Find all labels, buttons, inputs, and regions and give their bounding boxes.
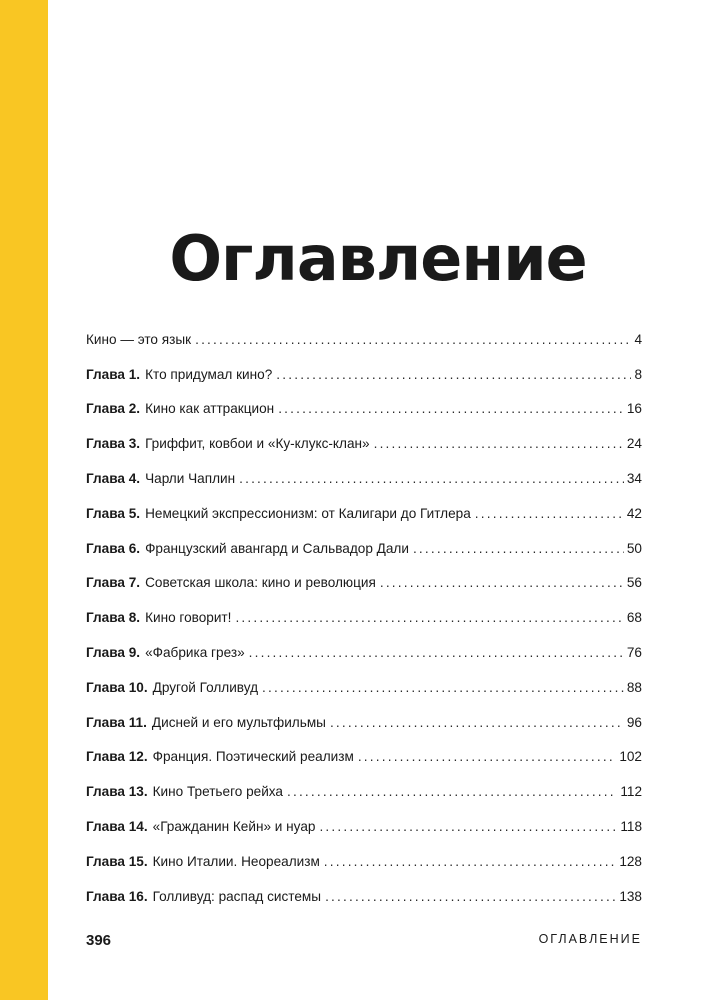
toc-chapter-title: Французский авангард и Сальвадор Дали bbox=[145, 540, 409, 556]
toc-page-number: 138 bbox=[619, 888, 642, 904]
toc-chapter-label: Глава 2. bbox=[86, 401, 141, 417]
toc-chapter-label: Глава 13. bbox=[86, 784, 148, 800]
toc-dot-leader bbox=[239, 471, 624, 486]
toc-dot-leader bbox=[235, 610, 623, 625]
toc-chapter-title: Другой Голливуд bbox=[152, 679, 259, 695]
toc-chapter-title: Франция. Поэтический реализм bbox=[152, 749, 354, 765]
toc-entry[interactable] bbox=[86, 879, 642, 914]
toc-dot-leader bbox=[278, 401, 624, 416]
toc-dot-leader bbox=[358, 749, 616, 764]
toc-chapter-label: Глава 3. bbox=[86, 436, 141, 452]
toc-dot-leader bbox=[330, 715, 624, 730]
toc-dot-leader bbox=[276, 367, 631, 382]
toc-chapter-label: Глава 8. bbox=[86, 610, 141, 626]
toc-page-number: 56 bbox=[626, 575, 642, 591]
toc-page-number: 118 bbox=[620, 819, 642, 835]
toc-chapter-title: Чарли Чаплин bbox=[145, 471, 236, 487]
toc-dot-leader bbox=[195, 332, 631, 347]
toc-chapter-label: Глава 9. bbox=[86, 645, 141, 661]
toc-chapter-title: Немецкий экспрессионизм: от Калигари до Гитлера bbox=[145, 505, 471, 521]
running-header: ОГЛАВЛЕНИЕ bbox=[538, 932, 642, 946]
toc-dot-leader bbox=[249, 645, 624, 660]
toc-entry[interactable] bbox=[86, 531, 642, 566]
page-title: Оглавление bbox=[169, 221, 587, 295]
toc-page-number: 24 bbox=[626, 436, 642, 452]
toc-chapter-title: Кино говорит! bbox=[145, 610, 232, 626]
toc-page-number: 128 bbox=[619, 853, 642, 869]
toc-chapter-label: Глава 12. bbox=[86, 749, 148, 765]
toc-page-number: 8 bbox=[634, 366, 642, 382]
toc-entry[interactable] bbox=[86, 461, 642, 496]
toc-chapter-label: Глава 16. bbox=[86, 888, 148, 904]
toc-dot-leader bbox=[374, 436, 624, 451]
toc-dot-leader bbox=[325, 889, 616, 904]
toc-dot-leader bbox=[380, 575, 624, 590]
toc-chapter-title: Советская школа: кино и революция bbox=[145, 575, 376, 591]
toc-dot-leader bbox=[287, 784, 617, 799]
toc-entry[interactable] bbox=[86, 600, 642, 635]
toc-page-number: 96 bbox=[626, 714, 642, 730]
toc-dot-leader bbox=[319, 819, 617, 834]
toc-chapter-label: Глава 6. bbox=[86, 540, 141, 556]
toc-chapter-title: Кино как аттракцион bbox=[145, 401, 275, 417]
toc-page-number: 42 bbox=[626, 505, 642, 521]
toc-chapter-title: Гриффит, ковбои и «Ку-клукс-клан» bbox=[145, 436, 370, 452]
toc-entry[interactable] bbox=[86, 670, 642, 705]
toc-chapter-label: Глава 15. bbox=[86, 853, 148, 869]
toc-dot-leader bbox=[262, 680, 624, 695]
toc-dot-leader bbox=[413, 541, 624, 556]
toc-page-number: 102 bbox=[619, 749, 642, 765]
toc-chapter-label: Глава 5. bbox=[86, 505, 141, 521]
toc-page-number: 16 bbox=[626, 401, 642, 417]
toc-chapter-label: Глава 1. bbox=[86, 366, 141, 382]
toc-page-number: 34 bbox=[626, 471, 642, 487]
toc-entry[interactable] bbox=[86, 740, 642, 775]
toc-chapter-title: «Фабрика грез» bbox=[145, 645, 245, 661]
toc-entry[interactable] bbox=[86, 809, 642, 844]
table-of-contents bbox=[86, 322, 642, 914]
toc-page-number: 88 bbox=[626, 679, 642, 695]
toc-page-number: 76 bbox=[626, 645, 642, 661]
toc-entry[interactable] bbox=[86, 844, 642, 879]
toc-entry[interactable] bbox=[86, 705, 642, 740]
toc-entry[interactable] bbox=[86, 496, 642, 531]
toc-chapter-label: Глава 11. bbox=[86, 714, 147, 730]
toc-page-number: 50 bbox=[626, 540, 642, 556]
accent-side-bar bbox=[0, 0, 48, 1000]
toc-chapter-title: «Гражданин Кейн» и нуар bbox=[152, 819, 316, 835]
toc-dot-leader bbox=[475, 506, 624, 521]
toc-entry[interactable] bbox=[86, 322, 642, 357]
toc-chapter-title: Кто придумал кино? bbox=[145, 366, 273, 382]
toc-dot-leader bbox=[324, 854, 617, 869]
toc-chapter-title: Кино — это язык bbox=[86, 331, 192, 347]
toc-entry[interactable] bbox=[86, 566, 642, 601]
toc-entry[interactable] bbox=[86, 426, 642, 461]
toc-chapter-label: Глава 10. bbox=[86, 679, 148, 695]
toc-page-number: 4 bbox=[634, 331, 642, 347]
toc-page-number: 68 bbox=[626, 610, 642, 626]
page-number: 396 bbox=[86, 932, 112, 949]
toc-chapter-title: Голливуд: распад системы bbox=[152, 888, 322, 904]
toc-page-number: 112 bbox=[620, 784, 642, 800]
toc-chapter-label: Глава 7. bbox=[86, 575, 141, 591]
toc-entry[interactable] bbox=[86, 392, 642, 427]
toc-entry[interactable] bbox=[86, 635, 642, 670]
toc-entry[interactable] bbox=[86, 357, 642, 392]
toc-chapter-title: Дисней и его мультфильмы bbox=[151, 714, 326, 730]
toc-chapter-label: Глава 14. bbox=[86, 819, 148, 835]
toc-chapter-title: Кино Италии. Неореализм bbox=[152, 853, 320, 869]
toc-chapter-label: Глава 4. bbox=[86, 471, 141, 487]
toc-entry[interactable] bbox=[86, 774, 642, 809]
toc-chapter-title: Кино Третьего рейха bbox=[152, 784, 283, 800]
